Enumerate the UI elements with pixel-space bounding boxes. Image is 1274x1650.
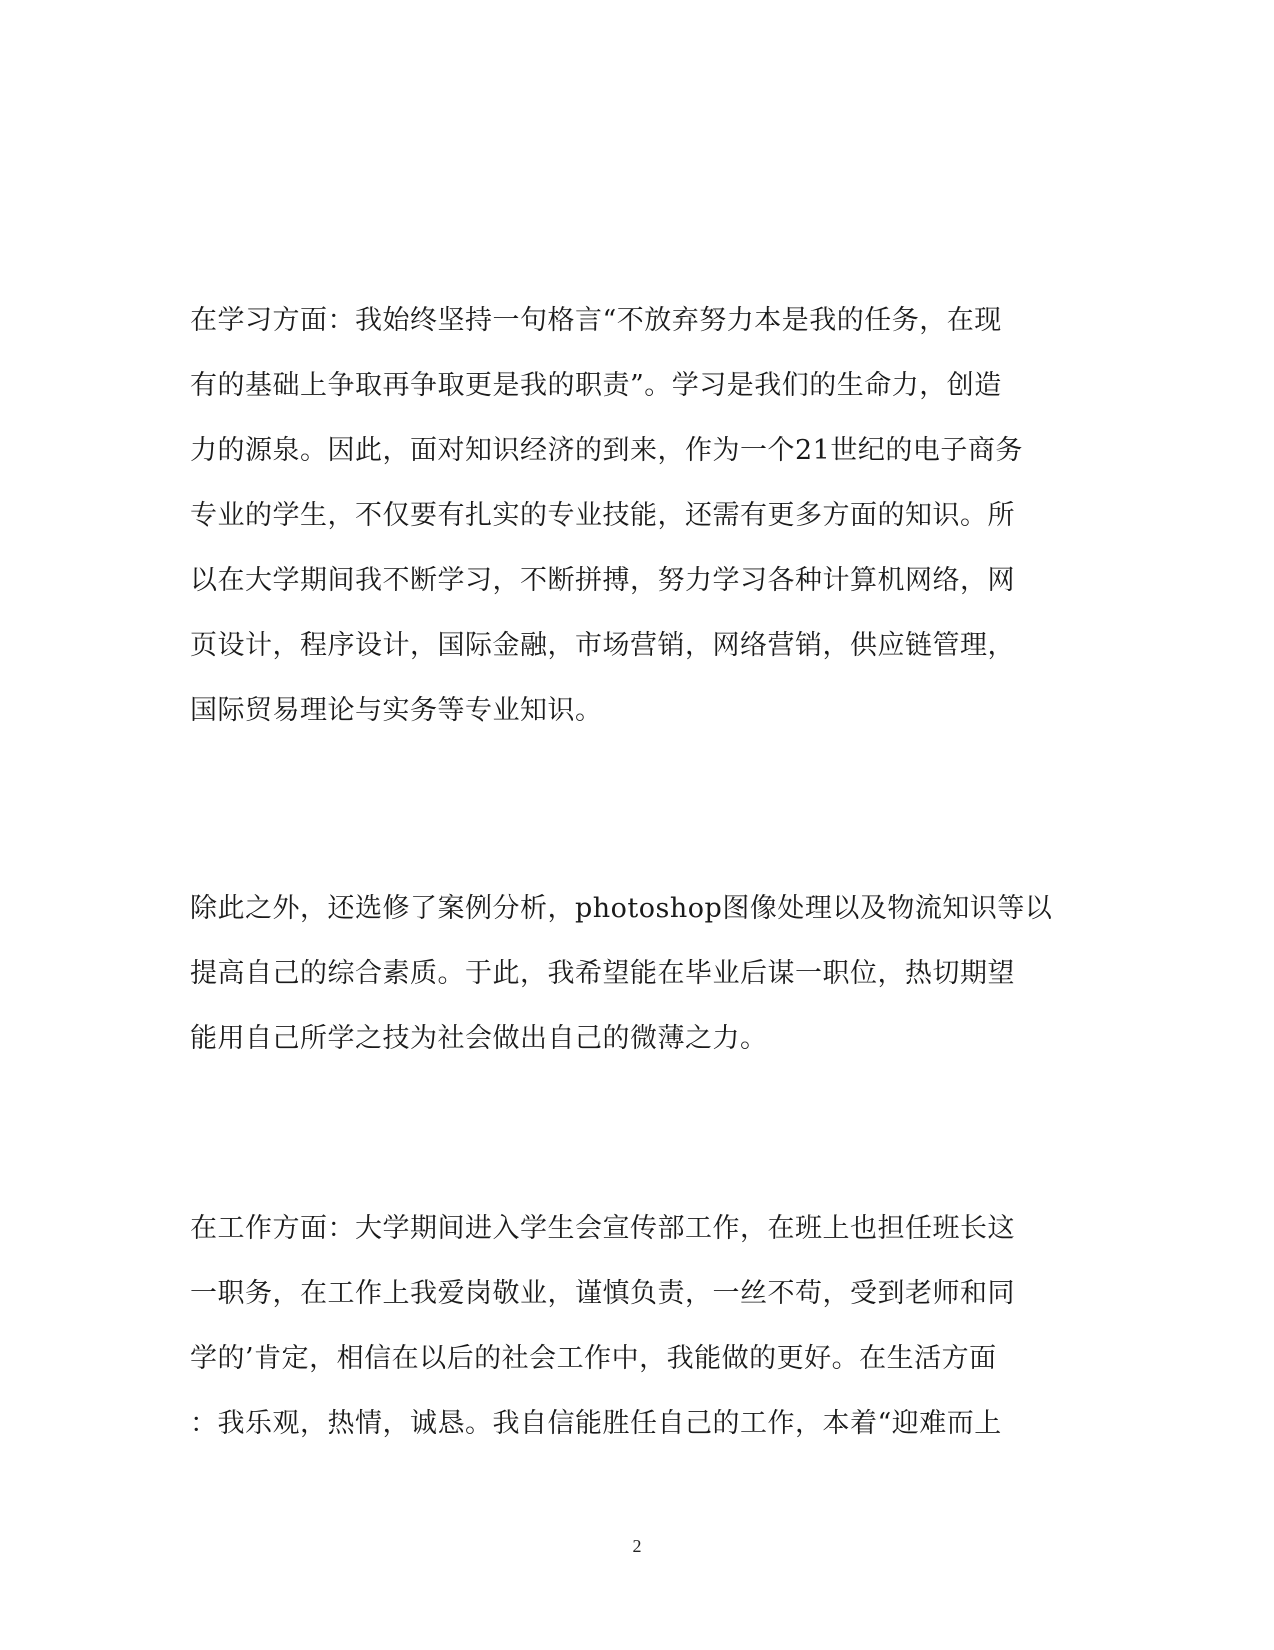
text-line: 提高自己的综合素质。于此，我希望能在毕业后谋一职位，热切期望: [190, 958, 1015, 989]
text-line: 一职务，在工作上我爱岗敬业，谨慎负责，一丝不苟，受到老师和同: [190, 1278, 1015, 1309]
page-number: 2: [632, 1536, 642, 1556]
text-line: 力的源泉。因此，面对知识经济的到来，作为一个21世纪的电子商务: [190, 435, 1023, 466]
text-line: 学的’肯定，相信在以后的社会工作中，我能做的更好。在生活方面: [190, 1343, 997, 1374]
text-line: 有的基础上争取再争取更是我的职责”。学习是我们的生命力，创造: [190, 370, 1002, 401]
paragraph-work: [190, 1196, 1090, 1456]
paragraph-electives: [190, 876, 1090, 1071]
text-line: 以在大学期间我不断学习，不断拼搏，努力学习各种计算机网络，网: [190, 565, 1015, 596]
text-line: 国际贸易理论与实务等专业知识。: [190, 695, 603, 726]
text-line: 能用自己所学之技为社会做出自己的微薄之力。: [190, 1023, 768, 1054]
text-line: 在工作方面：大学期间进入学生会宣传部工作，在班上也担任班长这: [190, 1213, 1015, 1244]
text-line: 在学习方面：我始终坚持一句格言“不放弃努力本是我的任务，在现: [190, 305, 1002, 336]
paragraph-study: [190, 288, 1090, 743]
text-line: 专业的学生，不仅要有扎实的专业技能，还需有更多方面的知识。所: [190, 500, 1015, 531]
text-line: 除此之外，还选修了案例分析，photoshop图像处理以及物流知识等以: [190, 893, 1053, 924]
text-line: 页设计，程序设计，国际金融，市场营销，网络营销，供应链管理，: [190, 630, 1015, 661]
text-line: ：我乐观，热情，诚恳。我自信能胜任自己的工作，本着“迎难而上: [190, 1408, 1002, 1439]
